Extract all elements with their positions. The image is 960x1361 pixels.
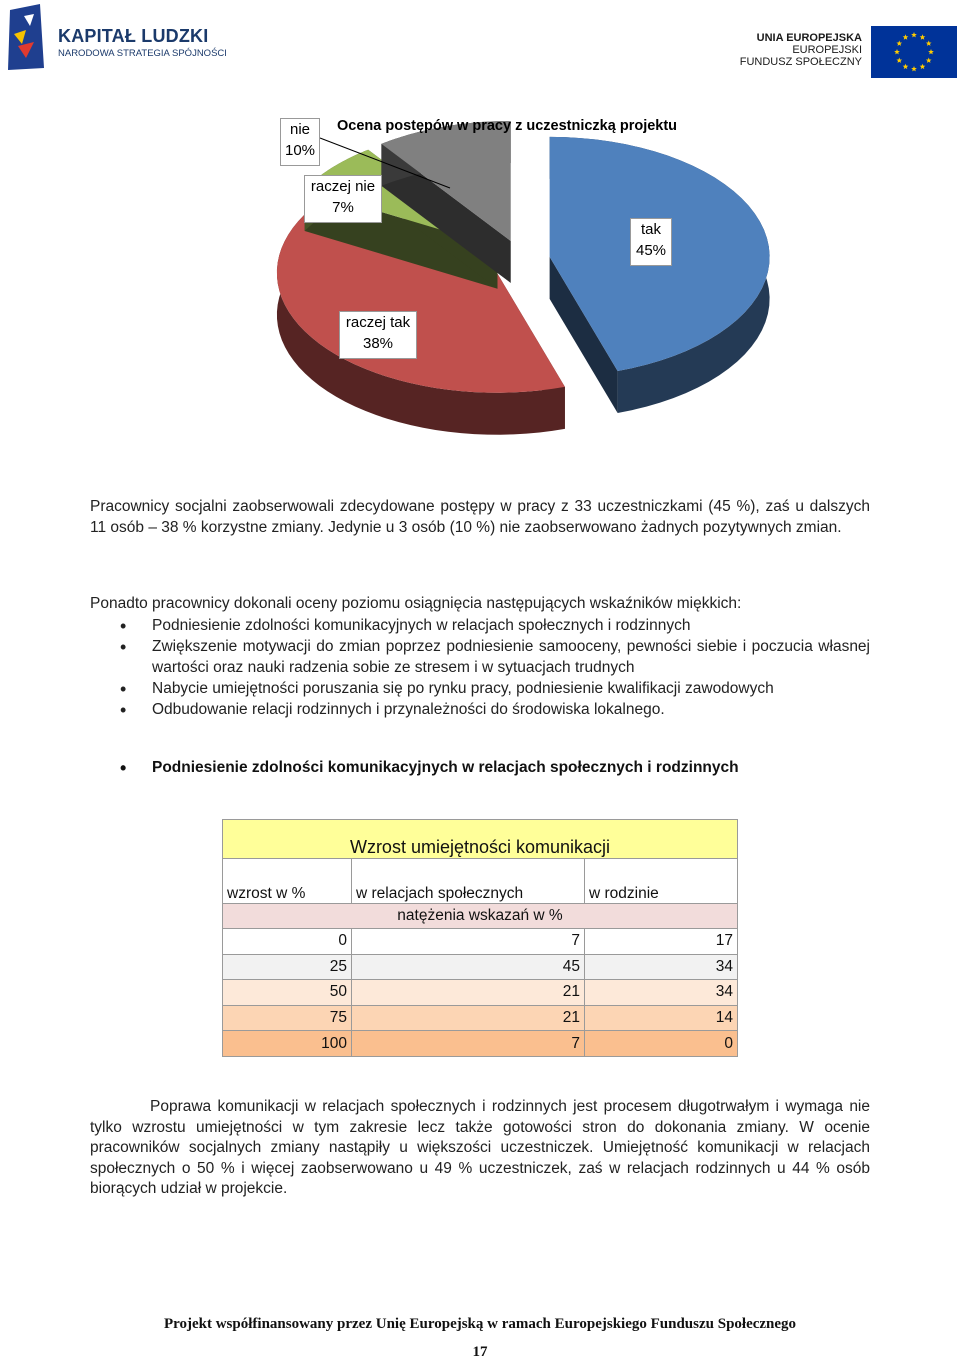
section-heading-text: Podniesienie zdolności komunikacyjnych w relacjach społecznych i rodzinnych	[152, 759, 739, 776]
footer-text: Projekt współfinansowany przez Unię Europejską w ramach Europejskiego Funduszu Społecznego	[163, 1316, 797, 1332]
cell-spoleczne: 7	[352, 929, 585, 955]
cell-rodzina: 0	[585, 1031, 738, 1057]
pie-label-raczej-tak-value: 38%	[362, 335, 394, 352]
list-item: • Zwiększenie motywacji do zmian poprzez podniesienie samooceny, pewności siebie i poczucia własnej wartości oraz nauki radzenia sobie ze stresem i w sytuacjach trudnych	[120, 637, 870, 678]
table-header-spoleczne: w relacjach społecznych	[352, 859, 585, 904]
eu-logo-line1: UNIA EUROPEJSKA	[756, 32, 862, 44]
pie-label-raczej-tak-name: raczej tak	[345, 314, 411, 331]
eu-logo-line3: FUNDUSZ SPOŁECZNY	[739, 56, 862, 68]
table-subheader: natężenia wskazań w %	[223, 904, 738, 929]
table-row	[223, 1031, 738, 1057]
pie-label-tak	[630, 218, 672, 266]
section-heading	[120, 759, 739, 777]
pie-label-tak-value: 45%	[635, 242, 667, 259]
table-title: Wzrost umiejętności komunikacji	[223, 820, 738, 859]
paragraph-summary: Pracownicy socjalni zaobserwowali zdecydowane postępy w pracy z 33 uczestniczkami (45 %), zaś u dalszych 11 osób – 38 % korzystne zmiany. Jedynie u 3 osób (10 %) nie zaobserwowano żadnych pozytywnych zmian.	[90, 498, 870, 536]
pie-chart	[270, 110, 770, 455]
pie-slice-tak	[550, 137, 770, 413]
cell-rodzina: 34	[585, 980, 738, 1006]
cell-rodzina: 34	[585, 954, 738, 980]
pie-label-raczej-nie-value: 7%	[332, 199, 354, 216]
kapital-ludzki-title: KAPITAŁ LUDZKI	[58, 26, 209, 46]
cell-wzrost: 0	[223, 929, 352, 955]
cell-spoleczne: 45	[352, 954, 585, 980]
eu-logo-line2: EUROPEJSKI	[792, 44, 862, 56]
pie-label-raczej-nie-name: raczej nie	[310, 178, 376, 195]
pie-label-raczej-tak	[339, 311, 417, 359]
cell-spoleczne: 7	[352, 1031, 585, 1057]
kapital-ludzki-emblem-icon	[4, 4, 52, 72]
eu-flag-icon	[871, 26, 957, 78]
table-row	[223, 980, 738, 1006]
list-item: • Nabycie umiejętności poruszania się po rynku pracy, podniesienie kwalifikacji zawodowych	[120, 679, 870, 700]
table-header-wzrost: wzrost w %	[223, 859, 352, 904]
cell-wzrost: 25	[223, 954, 352, 980]
table-row	[223, 954, 738, 980]
kapital-ludzki-subtitle: NARODOWA STRATEGIA SPÓJNOŚCI	[58, 48, 227, 59]
cell-wzrost: 100	[223, 1031, 352, 1057]
kapital-ludzki-logo	[4, 4, 227, 72]
eu-logo	[740, 22, 958, 82]
table-row	[223, 929, 738, 955]
cell-spoleczne: 21	[352, 1005, 585, 1031]
pie-label-nie-value: 10%	[284, 142, 316, 159]
table-row	[223, 1005, 738, 1031]
list-item: • Podniesienie zdolności komunikacyjnych w relacjach społecznych i rodzinnych	[120, 616, 870, 637]
cell-rodzina: 17	[585, 929, 738, 955]
pie-label-nie	[280, 118, 320, 166]
cell-wzrost: 75	[223, 1005, 352, 1031]
paragraph-communication: Poprawa komunikacji w relacjach społecznych i rodzinnych jest procesem długotrwałym i wymaga nie tylko wzrostu umiejętności w tym zakresie lecz także gotowości stron do dokonania zmiany. W ocenie pracowników socjalnych zmiany nastąpiły u większości uczestniczek. Umiejętność komunikacji w relacjach społecznych o 50 % i więcej zaobserwowano u 49 % uczestniczek, zaś w relacjach rodzinnych u 44 % osób biorących udział w projekcie.	[90, 1098, 870, 1197]
cell-rodzina: 14	[585, 1005, 738, 1031]
chart-title: Ocena postępów w pracy z uczestniczką projektu	[337, 118, 678, 134]
pie-label-raczej-nie	[304, 175, 382, 223]
pie-label-nie-name: nie	[289, 121, 311, 138]
indicators-list	[120, 616, 870, 721]
eu-logo-text	[740, 32, 862, 68]
page-number: 17	[472, 1344, 488, 1360]
list-item: • Odbudowanie relacji rodzinnych i przynależności do środowiska lokalnego.	[120, 700, 870, 721]
cell-spoleczne: 21	[352, 980, 585, 1006]
table-header-rodzina: w rodzinie	[585, 859, 738, 904]
cell-wzrost: 50	[223, 980, 352, 1006]
communication-table	[222, 819, 738, 1057]
pie-label-tak-name: tak	[640, 221, 661, 238]
indicators-intro: Ponadto pracownicy dokonali oceny poziomu osiągnięcia następujących wskaźników miękkich:	[90, 595, 742, 612]
